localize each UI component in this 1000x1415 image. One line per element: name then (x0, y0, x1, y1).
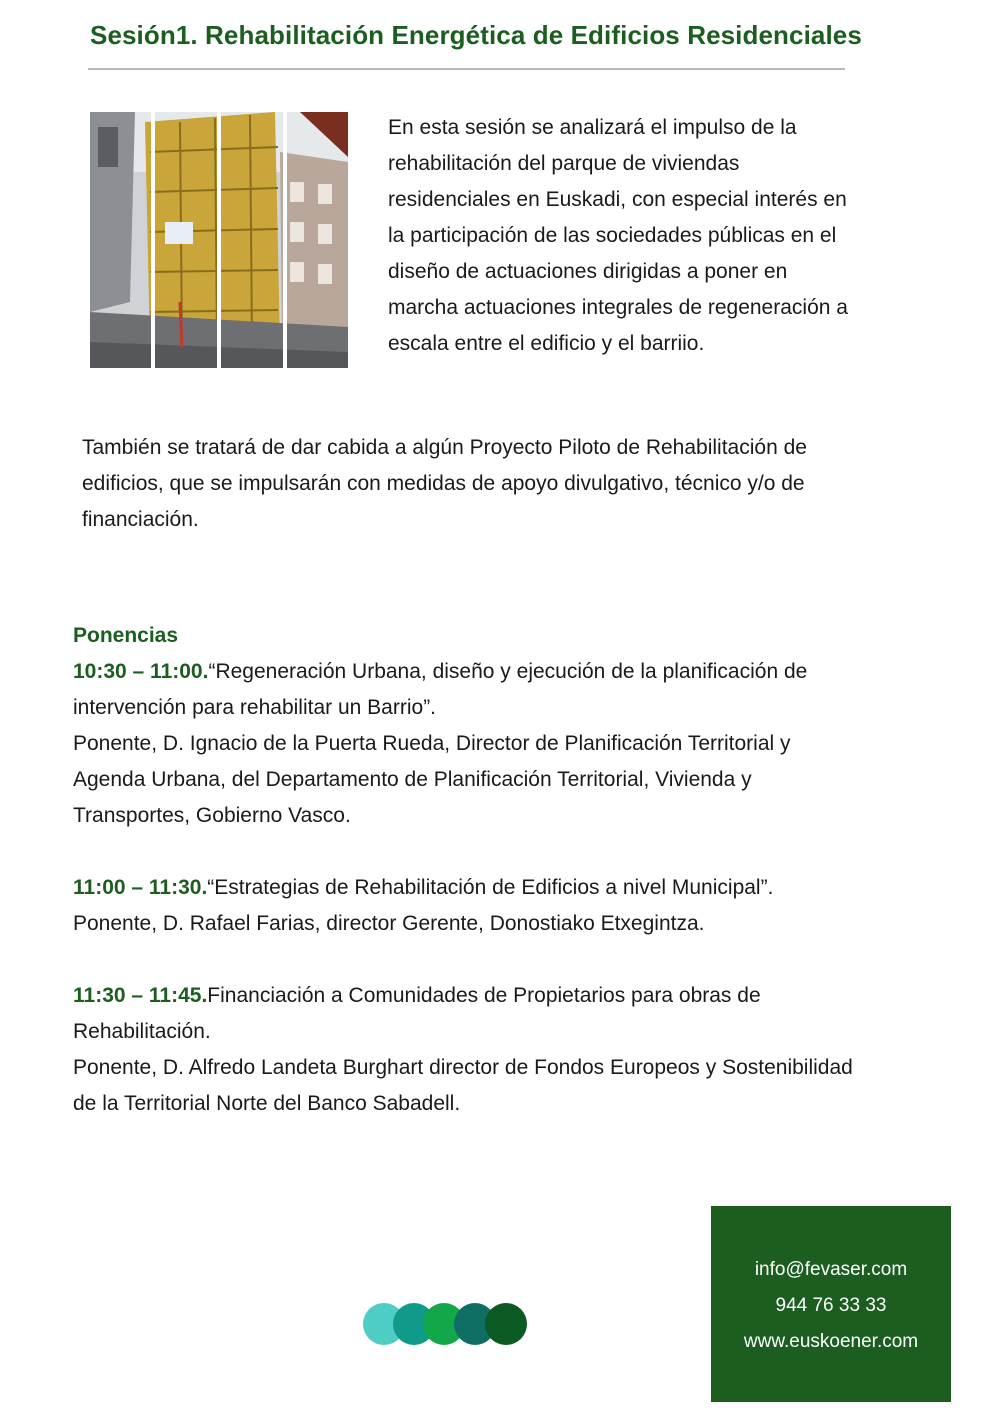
contact-phone[interactable]: 944 76 33 33 (775, 1295, 887, 1316)
talk-time: 11:00 – 11:30. (73, 876, 208, 899)
contact-box (711, 1206, 951, 1402)
talk-title: “Regeneración Urbana, diseño y ejecución de la planificación de intervención para rehabilitar un Barrio”. (73, 660, 808, 719)
building-scaffolding-photo (90, 112, 348, 368)
talk-speaker: Ponente, D. Alfredo Landeta Burghart director de Fondos Europeos y Sostenibilidad de la Territorial Norte del Banco Sabadell. (73, 1056, 853, 1115)
contact-web[interactable]: www.euskoener.com (743, 1331, 919, 1352)
talk-item (73, 870, 853, 942)
extra-paragraph: También se tratará de dar cabida a algún Proyecto Piloto de Rehabilitación de edificios, que se impulsarán con medidas de apoyo divulgativo, técnico y/o de financiación. (82, 436, 807, 531)
talk-title: “Estrategias de Rehabilitación de Edificios a nivel Municipal”. Ponente, D. Rafael Farias, director Gerente, Donostiako Etxegintza. (73, 876, 774, 935)
contact-email[interactable]: info@fevaser.com (754, 1259, 908, 1280)
talk-time: 11:30 – 11:45. (73, 984, 208, 1007)
ponencias-heading: Ponencias (73, 624, 179, 647)
talk-item (73, 654, 853, 726)
talk-item (73, 978, 853, 1050)
title-divider (88, 68, 845, 70)
intro-paragraph: En esta sesión se analizará el impulso de la rehabilitación del parque de viviendas residenciales en Euskadi, con especial interés en la participación de las sociedades públicas en el diseño de actuaciones dirigidas a poner en marcha actuaciones integrales de regeneración a escala entre el edificio y el barriio. (388, 116, 848, 355)
talk-speaker: Ponente, D. Ignacio de la Puerta Rueda, Director de Planificación Territorial y Agenda Urbana, del Departamento de Planificación Territorial, Vivienda y Transportes, Gobierno Vasco. (73, 732, 791, 827)
talk-title: Financiación a Comunidades de Propietarios para obras de Rehabilitación. (73, 984, 761, 1043)
circles-logo (362, 1300, 532, 1348)
talk-time: 10:30 – 11:00. (73, 660, 209, 683)
ponencias-section (73, 618, 853, 1122)
page-title: Sesión1. Rehabilitación Energética de Edificios Residenciales (90, 20, 862, 50)
